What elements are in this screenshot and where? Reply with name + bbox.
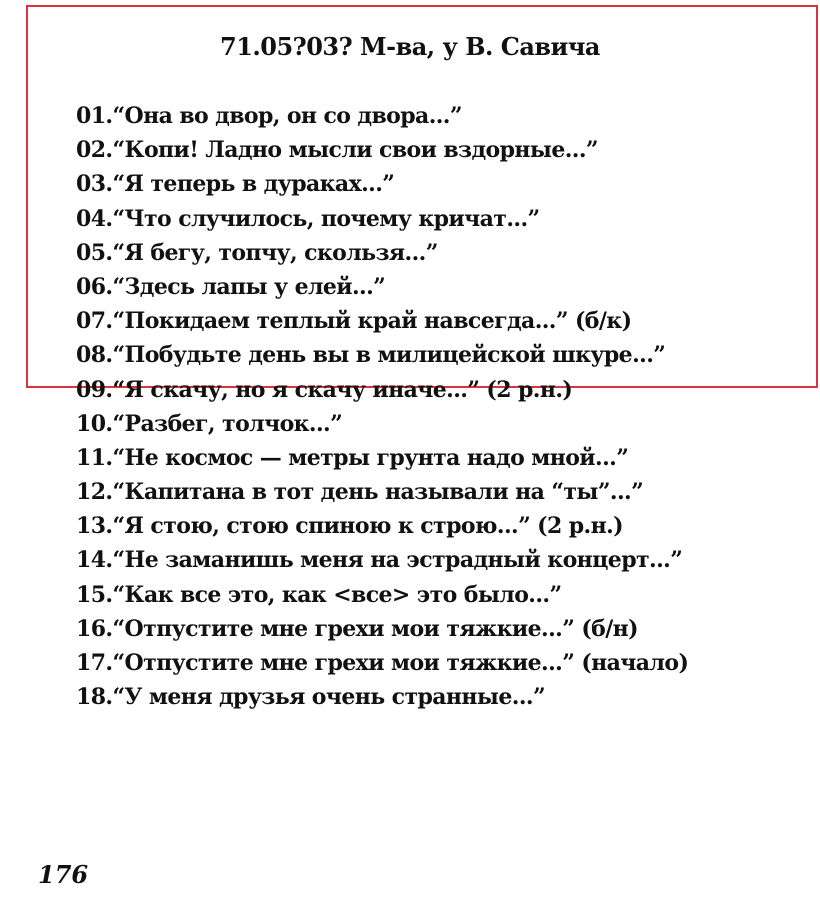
song-item [76,509,688,543]
song-list [76,99,688,714]
song-number: 05. [76,239,113,266]
song-item [76,202,688,236]
song-number: 12. [76,479,113,506]
song-item [76,543,688,577]
song-title: “Копи! Ладно мысли свои вздорные...” [112,137,598,164]
song-item [76,475,688,509]
song-number: 10. [76,410,113,437]
song-item [76,680,688,714]
song-title: “Побудьте день вы в милицейской шкуре...” [112,342,666,369]
song-title: “Я теперь в дураках...” [112,171,395,198]
song-title: “Что случилось, почему кричат...” [112,205,540,232]
song-item [76,167,688,201]
song-item [76,441,688,475]
song-title: “Я скачу, но я скачу иначе...” (2 р.н.) [112,376,573,403]
song-item [76,578,688,612]
song-number: 01. [76,103,113,129]
song-number: 03. [76,171,113,198]
song-title: “Капитана в тот день называли на “ты”...” [112,479,644,506]
song-title: “Не космос — метры грунта надо мной...” [112,444,629,471]
song-title: “Покидаем теплый край навсегда...” (б/к) [112,308,632,335]
song-number: 07. [76,308,113,335]
song-number: 18. [76,684,113,711]
song-title: “Отпустите мне грехи мои тяжкие...” (начало) [112,650,689,676]
song-number: 04. [76,205,113,232]
song-item [76,612,688,646]
song-item [76,133,688,167]
song-title: “Разбег, толчок...” [112,410,343,437]
song-item [76,99,688,133]
song-title: “Отпустите мне грехи мои тяжкие...” (б/н) [112,615,638,642]
song-item [76,304,688,338]
song-number: 17. [76,650,113,676]
song-title: “Я бегу, топчу, скользя...” [112,239,438,266]
song-item [76,373,688,407]
song-number: 13. [76,513,113,540]
song-number: 06. [76,273,113,300]
song-number: 09. [76,376,113,403]
song-title: “Я стою, стою спиною к строю...” (2 р.н.) [112,513,623,540]
song-number: 11. [76,444,113,471]
song-title: “Здесь лапы у елей...” [112,273,386,300]
song-item [76,236,688,270]
song-number: 08. [76,342,113,369]
song-title: “Она во двор, он со двора...” [112,103,462,129]
song-number: 02. [76,137,113,164]
song-number: 16. [76,615,113,642]
song-number: 15. [76,581,113,608]
song-item [76,338,688,372]
song-title: “Не заманишь меня на эстрадный концерт...” [112,547,683,574]
song-item [76,270,688,304]
song-number: 14. [76,547,113,574]
song-title: “У меня друзья очень странные...” [112,684,546,711]
song-title: “Как все это, как <все> это было...” [112,581,562,608]
song-item [76,407,688,441]
page-number: 176 [38,860,89,889]
document-title: 71.05?03? М-ва, у В. Савича [220,32,600,61]
song-item [76,646,688,680]
